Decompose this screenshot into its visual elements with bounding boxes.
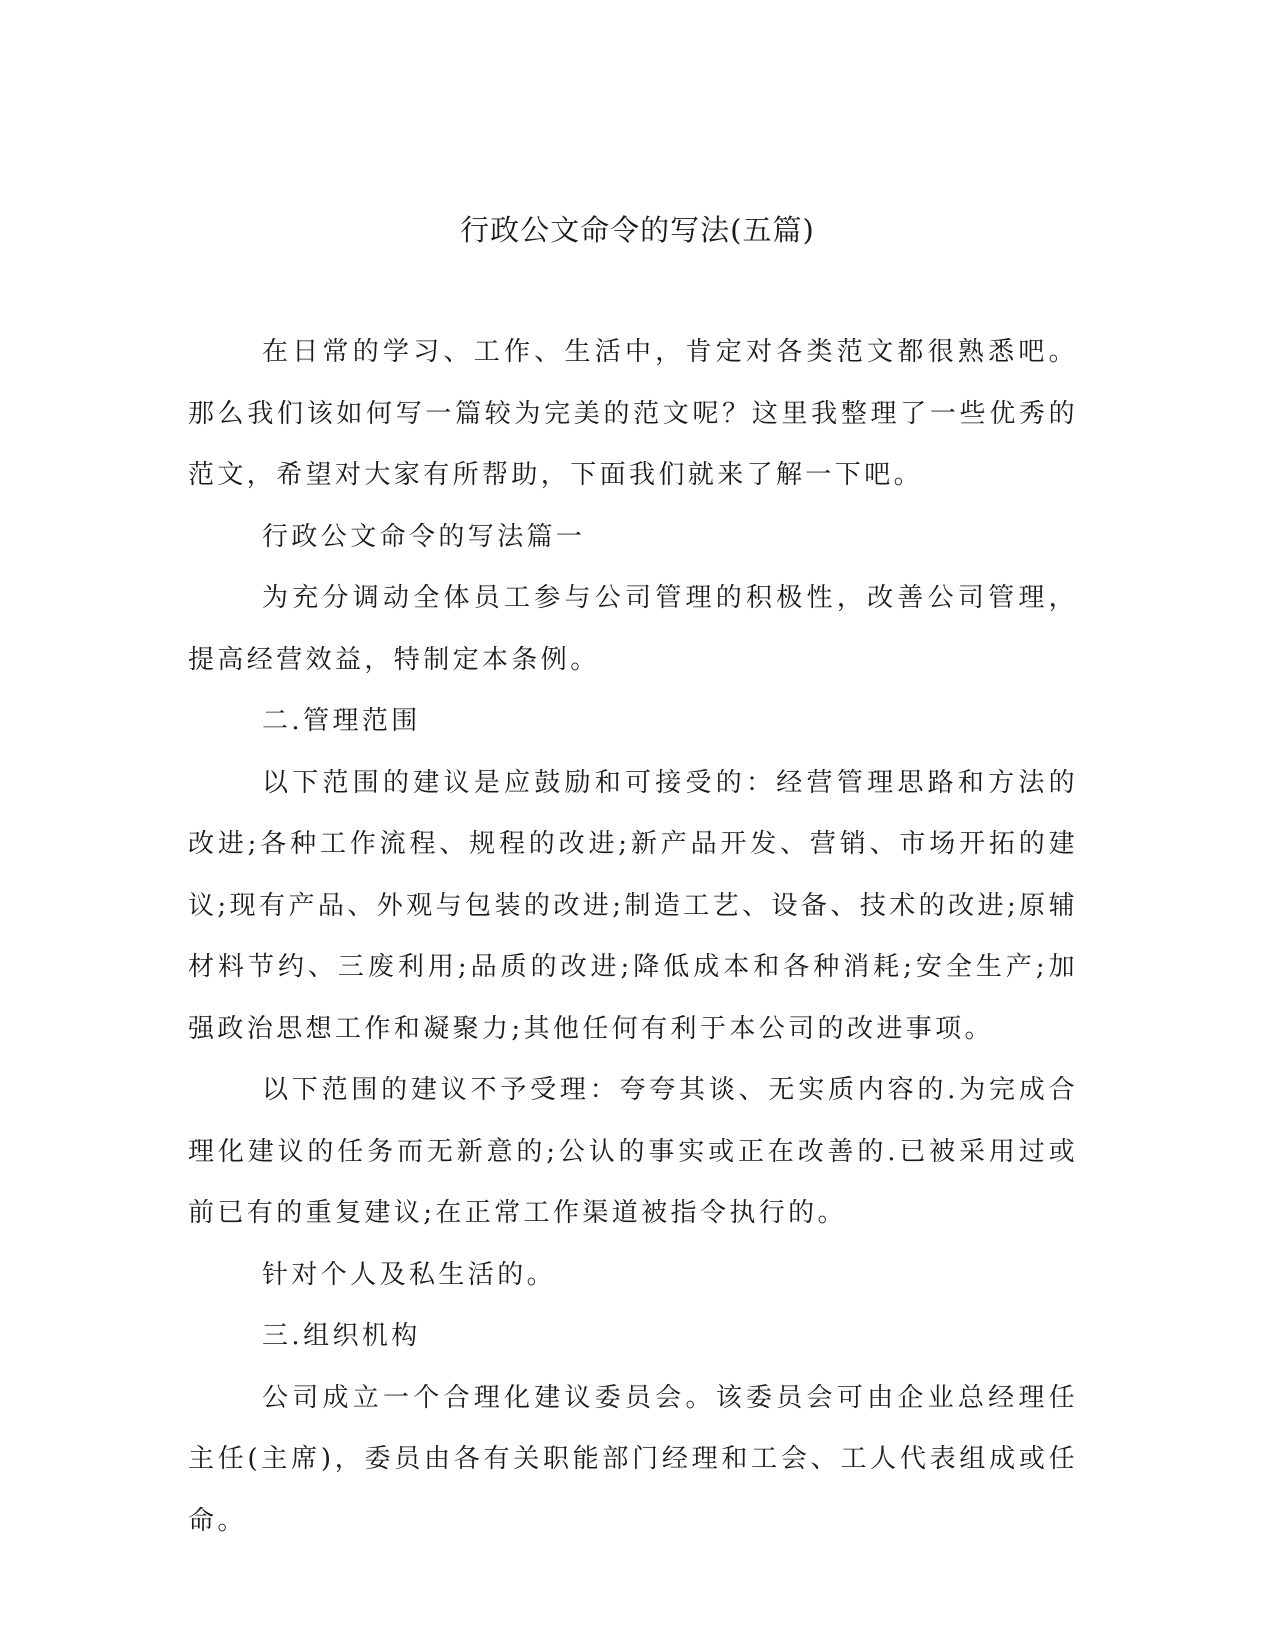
document-title: 行政公文命令的写法(五篇) [460,213,815,247]
purpose-paragraph: 为充分调动全体员工参与公司管理的积极性，改善公司管理，提高经营效益，特制定本条例。 [188,583,1078,675]
personal-matters-paragraph: 针对个人及私生活的。 [262,1259,557,1290]
document-body [188,322,1078,1552]
rejected-scope-paragraph: 以下范围的建议不予受理：夸夸其谈、无实质内容的.为完成合理化建议的任务而无新意的;公认的事实或正在改善的.已被采用过或前已有的重复建议;在正常工作渠道被指令执行的。 [188,1075,1078,1228]
section-heading-scope: 二.管理范围 [262,706,421,736]
accepted-scope-paragraph: 以下范围的建议是应鼓励和可接受的：经营管理思路和方法的改进;各种工作流程、规程的改进;新产品开发、营销、市场开拓的建议;现有产品、外观与包装的改进;制造工艺、设备、技术的改进;原辅材料节约、三废利用;品质的改进;降低成本和各种消耗;安全生产;加强政治思想工作和凝聚力;其他任何有利于本公司的改进事项。 [188,767,1078,1044]
section-heading-part-one: 行政公文命令的写法篇一 [262,521,586,552]
committee-paragraph: 公司成立一个合理化建议委员会。该委员会可由企业总经理任主任(主席)，委员由各有关职能部门经理和工会、工人代表组成或任命。 [188,1382,1078,1536]
intro-paragraph: 在日常的学习、工作、生活中，肯定对各类范文都很熟悉吧。那么我们该如何写一篇较为完美的范文呢？这里我整理了一些优秀的范文，希望对大家有所帮助，下面我们就来了解一下吧。 [188,337,1078,490]
section-heading-organization: 三.组织机构 [262,1321,421,1351]
